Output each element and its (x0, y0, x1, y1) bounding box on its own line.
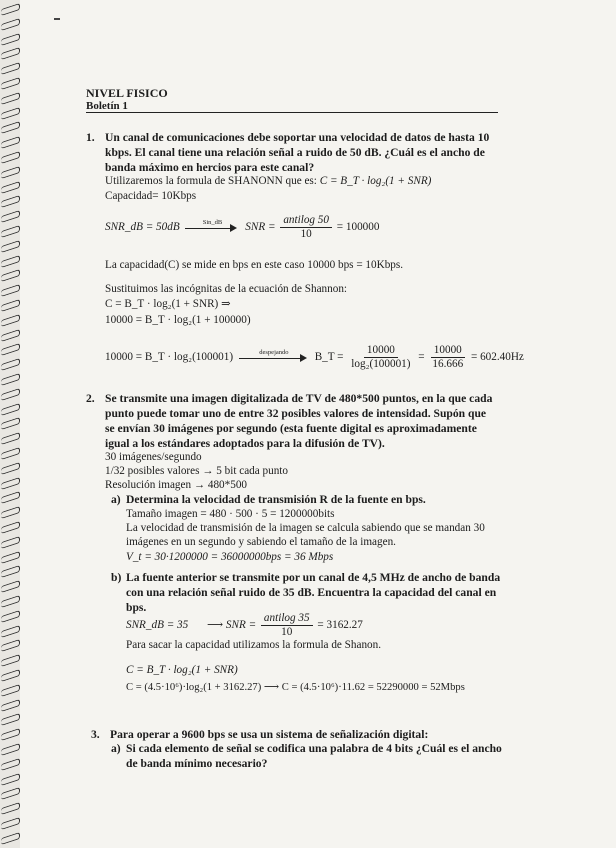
substitution-line-2: 10000 = B_T · log₂(1 + 100000) (105, 314, 251, 326)
problem-2-question-line-3: se envían 30 imágenes por segundo (esta fuente digital es aproximadamente (105, 422, 477, 435)
binding-ring (1, 669, 20, 682)
problem-2-number: 2. (86, 392, 95, 405)
binding-ring (1, 358, 20, 371)
problem-1-question-line-1: Un canal de comunicaciones debe soportar una velocidad de datos de hasta 10 (105, 131, 490, 144)
binding-ring (1, 343, 20, 356)
binding-ring (1, 121, 20, 134)
binding-ring (1, 3, 20, 16)
binding-ring (1, 417, 20, 430)
header-rule (86, 112, 498, 113)
part-a-question: Determina la velocidad de transmisión R de la fuente en bps. (126, 493, 426, 506)
capacity-note: La capacidad(C) se mide en bps en este caso 10000 bps = 10Kbps. (105, 259, 404, 271)
binding-ring (1, 773, 20, 786)
binding-ring (1, 462, 20, 475)
binding-ring (1, 610, 20, 623)
binding-ring (1, 403, 20, 416)
binding-ring (1, 654, 20, 667)
solve-arrow: despejando (239, 352, 309, 364)
binding-ring (1, 580, 20, 593)
binding-ring (1, 506, 20, 519)
capacity-given: Capacidad= 10Kbps (105, 190, 197, 202)
binding-ring (1, 639, 20, 652)
binding-ring (1, 625, 20, 638)
binding-ring (1, 269, 20, 282)
problem-1-question-line-3: banda máximo en hercios para este canal? (105, 161, 315, 174)
binding-ring (1, 388, 20, 401)
binding-ring (1, 166, 20, 179)
binding-ring (1, 92, 20, 105)
bandwidth-solution: 10000 = B_T · log₂(100001) despejando B_T = $\frac{10000}{\text{log₂(100001)}}$ = $\frac{10000}{16.666}$ = 602.40Hz (105, 344, 524, 370)
problem-2-question-line-2: punto puede tomar uno de entre 32 posibles valores de intensidad. Supón que (105, 407, 487, 420)
binding-ring (1, 18, 20, 31)
part-b-label: b) (111, 571, 122, 584)
part-b-snr-conversion: SNR_dB = 35 ⟶ SNR = $\frac{\text{antilog 35}}{10}$ = 3162.27 (126, 612, 363, 638)
snr-conversion: SNR_dB = 50dB Sin_dB SNR = $\frac{\text{antilog 50}}{10}$ = 100000 (105, 214, 380, 240)
binding-ring (1, 477, 20, 490)
binding-ring (1, 432, 20, 445)
binding-ring (1, 47, 20, 60)
binding-ring (1, 447, 20, 460)
part-b-question-line-3: bps. (126, 601, 147, 614)
binding-ring (1, 684, 20, 697)
binding-ring (1, 299, 20, 312)
binding-ring (1, 551, 20, 564)
binding-ring (1, 713, 20, 726)
smudge-mark (54, 18, 60, 20)
binding-ring (1, 210, 20, 223)
problem-2-question-line-4: igual a los estándares adoptados para la difusión de TV). (105, 437, 385, 450)
binding-ring (1, 565, 20, 578)
binding-ring (1, 225, 20, 238)
rate-result: V_t = 30·1200000 = 36000000bps = 36 Mbps (126, 551, 334, 563)
binding-ring (1, 373, 20, 386)
problem-3-question: Para operar a 9600 bps se usa un sistema de señalización digital: (110, 728, 429, 741)
substitution-intro: Sustituimos las incógnitas de la ecuación de Shannon: (105, 283, 348, 295)
binding-ring (1, 62, 20, 75)
problem-3-number: 3. (91, 728, 100, 741)
conversion-arrow: Sin_dB (185, 222, 239, 234)
substitution-line-1: C = B_T · log₂(1 + SNR) ⇒ (105, 298, 231, 310)
binding-ring (1, 802, 20, 815)
part-b-capacity-result: C = (4.5·10⁶)·log₂(1 + 3162.27) ⟶ C = (4.5·10⁶)·11.62 = 52290000 = 52Mbps (126, 682, 465, 693)
problem-3-part-a-label: a) (111, 742, 121, 755)
problem-3-part-a-line-1: Si cada elemento de señal se codifica una palabra de 4 bits ¿Cuál es el ancho (126, 742, 502, 755)
data-images-per-second: 30 imágenes/segundo (105, 451, 202, 463)
binding-ring (1, 255, 20, 268)
binding-ring (1, 195, 20, 208)
binding-ring (1, 699, 20, 712)
binding-ring (1, 728, 20, 741)
part-b-question-line-1: La fuente anterior se transmite por un canal de 4,5 MHz de ancho de banda (126, 571, 501, 584)
binding-ring (1, 151, 20, 164)
part-b-formula: C = B_T · log₂(1 + SNR) (126, 664, 238, 676)
binding-ring (1, 491, 20, 504)
shannon-intro: Utilizaremos la formula de SHANONN que es: C = B_T · log₂(1 + SNR) (105, 175, 432, 187)
binding-ring (1, 758, 20, 771)
part-a-label: a) (111, 493, 121, 506)
problem-1-question-line-2: kbps. El canal tiene una relación señal a ruido de 50 dB. ¿Cuál es el ancho de (105, 146, 485, 159)
binding-ring (1, 329, 20, 342)
part-b-note: Para sacar la capacidad utilizamos la formula de Shanon. (126, 639, 382, 651)
binding-ring (1, 595, 20, 608)
page-subtitle: Boletín 1 (86, 100, 128, 112)
data-intensity-values: 1/32 posibles valores → 5 bit cada punto (105, 465, 289, 477)
problem-3-part-a-line-2: de banda mínimo necesario? (126, 757, 268, 770)
image-size: Tamaño imagen = 480 · 500 · 5 = 1200000bits (126, 508, 335, 520)
binding-ring (1, 743, 20, 756)
rate-explanation-line-2: imágenes en un segundo y sabiendo el tamaño de la imagen. (126, 536, 396, 548)
rate-explanation-line-1: La velocidad de transmisión de la imagen se calcula sabiendo que se mandan 30 (126, 522, 485, 534)
binding-ring (1, 314, 20, 327)
binding-ring (1, 107, 20, 120)
binding-ring (1, 832, 20, 845)
problem-2-question-line-1: Se transmite una imagen digitalizada de TV de 480*500 puntos, en la que cada (105, 392, 493, 405)
binding-ring (1, 77, 20, 90)
part-b-question-line-2: con una relación señal ruido de 35 dB. Encuentra la capacidad del canal en (126, 586, 497, 599)
binding-ring (1, 536, 20, 549)
binding-ring (1, 240, 20, 253)
binding-ring (1, 33, 20, 46)
page-title: NIVEL FISICO (86, 86, 168, 100)
binding-ring (1, 284, 20, 297)
binding-ring (1, 136, 20, 149)
data-resolution: Resolución imagen → 480*500 (105, 479, 248, 491)
problem-1-number: 1. (86, 131, 95, 144)
binding-ring (1, 787, 20, 800)
binding-ring (1, 817, 20, 830)
binding-ring (1, 181, 20, 194)
binding-ring (1, 521, 20, 534)
spiral-binding (0, 0, 22, 848)
